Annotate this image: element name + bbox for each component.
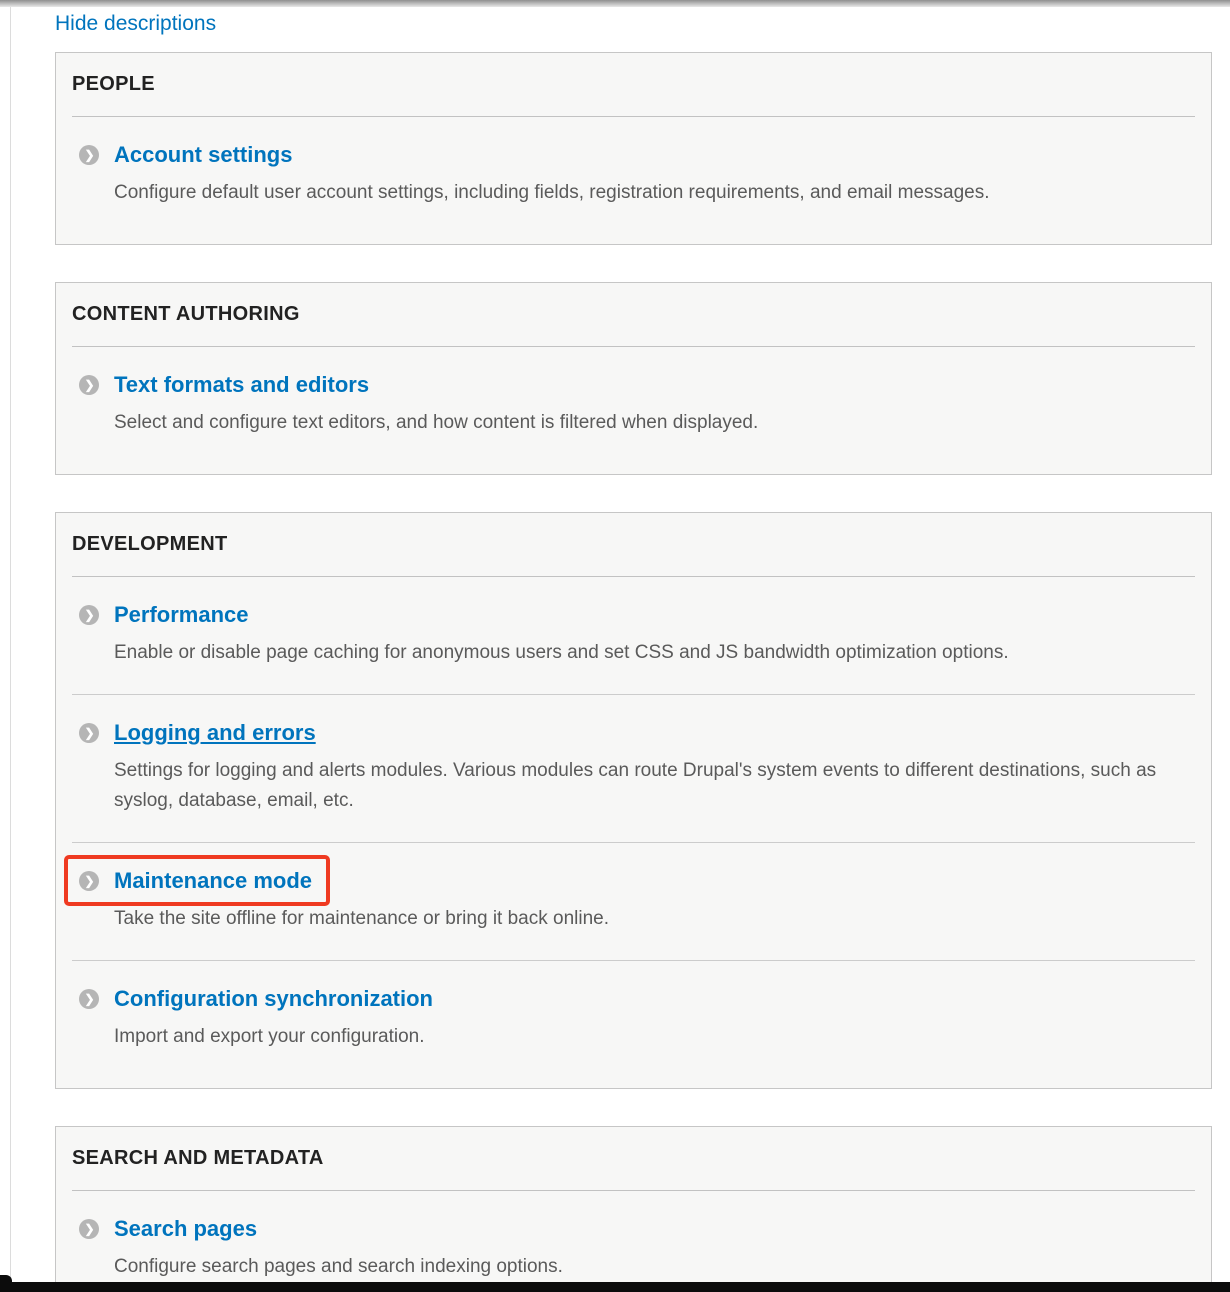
search-pages-description: Configure search pages and search indexing options. — [114, 1256, 563, 1277]
performance-description: Enable or disable page caching for anonymous users and set CSS and JS bandwidth optimization options. — [114, 642, 1009, 663]
text-formats-description: Select and configure text editors, and how content is filtered when displayed. — [114, 412, 759, 433]
logging-errors-description: Settings for logging and alerts modules. Various modules can route Drupal's system events to different destinations, such as syslog, database, email, etc. — [114, 760, 1157, 811]
admin-item-logging-errors — [72, 694, 1195, 842]
chevron-right-icon — [79, 1219, 99, 1239]
page-left-edge-divider — [10, 7, 11, 1292]
chevron-right-icon — [79, 989, 99, 1009]
window-bottom-left-corner — [0, 1275, 12, 1292]
panel-search-metadata — [55, 1126, 1212, 1292]
window-bottom-edge — [0, 1282, 1230, 1292]
hide-descriptions-link[interactable]: Hide descriptions — [55, 12, 217, 35]
admin-item-text-formats — [72, 347, 1195, 474]
chevron-right-icon — [79, 723, 99, 743]
chevron-right-icon — [79, 605, 99, 625]
panel-development — [55, 512, 1212, 1089]
logging-errors-link[interactable]: Logging and errors — [114, 720, 316, 745]
admin-config-content — [55, 12, 1212, 1292]
toolbar-bottom-shadow — [0, 0, 1230, 7]
admin-item-performance — [72, 577, 1195, 694]
panel-people — [55, 52, 1212, 245]
text-formats-link[interactable]: Text formats and editors — [114, 372, 370, 397]
panel-title-people: PEOPLE — [72, 73, 155, 95]
configuration-synchronization-link[interactable]: Configuration synchronization — [114, 986, 433, 1011]
chevron-right-icon — [79, 375, 99, 395]
account-settings-link[interactable]: Account settings — [114, 142, 293, 167]
panel-title-development: DEVELOPMENT — [72, 533, 228, 555]
admin-item-account-settings — [72, 117, 1195, 244]
configuration-synchronization-description: Import and export your configuration. — [114, 1026, 425, 1047]
admin-item-configuration-synchronization — [72, 960, 1195, 1088]
performance-link[interactable]: Performance — [114, 602, 249, 627]
panel-title-content-authoring: CONTENT AUTHORING — [72, 303, 300, 325]
chevron-right-icon — [79, 145, 99, 165]
account-settings-description: Configure default user account settings, including fields, registration requirements, and email messages. — [114, 182, 990, 203]
admin-item-maintenance-mode — [72, 842, 1195, 960]
search-pages-link[interactable]: Search pages — [114, 1216, 258, 1241]
maintenance-mode-description: Take the site offline for maintenance or bring it back online. — [114, 908, 609, 929]
panel-content-authoring — [55, 282, 1212, 475]
admin-item-search-pages — [72, 1191, 1195, 1292]
maintenance-mode-link[interactable]: Maintenance mode — [114, 868, 313, 893]
maintenance-mode-highlight-box — [64, 855, 330, 906]
chevron-right-icon — [79, 871, 99, 891]
panel-title-search-metadata: SEARCH AND METADATA — [72, 1147, 324, 1169]
